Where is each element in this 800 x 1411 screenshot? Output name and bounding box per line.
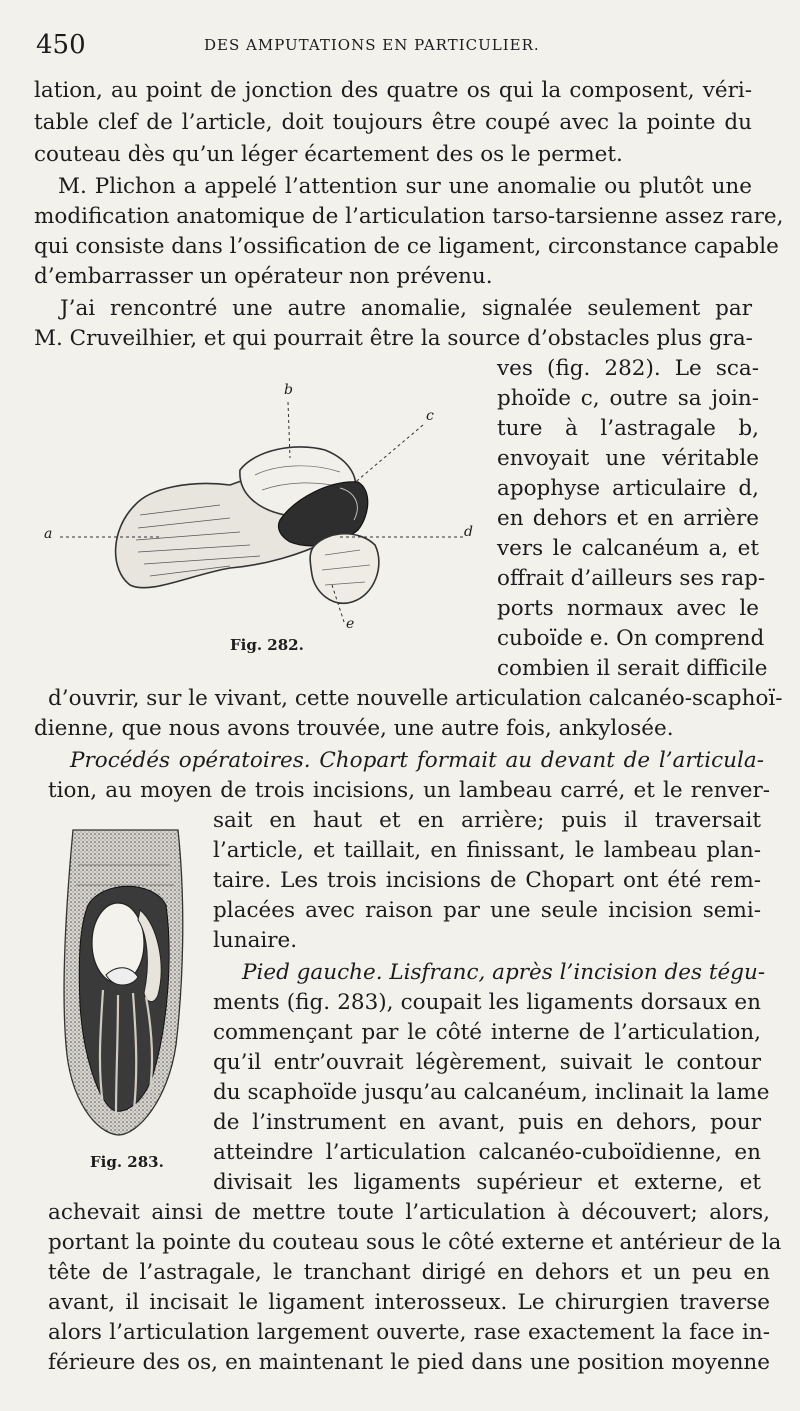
text-line: tion, au moyen de trois incisions, un lambeau carré, et le renver- bbox=[48, 778, 770, 803]
text-line: du scaphoïde jusqu’au calcanéum, inclinait la lame bbox=[213, 1080, 770, 1105]
text-line: couteau dès qu’un léger écartement des os le permet. bbox=[34, 142, 623, 167]
text-line: lation, au point de jonction des quatre os qui la composent, véri- bbox=[34, 78, 752, 103]
text-line: table clef de l’article, doit toujours être coupé avec la pointe du bbox=[34, 110, 752, 135]
text-line: ves (fig. 282). Le sca- bbox=[497, 356, 759, 381]
text-line: tête de l’astragale, le tranchant dirigé en dehors et un peu en bbox=[48, 1260, 770, 1285]
text-line: placées avec raison par une seule incision semi- bbox=[213, 898, 761, 923]
text-line: commençant par le côté interne de l’articulation, bbox=[213, 1020, 761, 1045]
text-line: sait en haut et en arrière; puis il traversait bbox=[213, 808, 761, 833]
text-line: qu’il entr’ouvrait légèrement, suivait le contour bbox=[213, 1050, 761, 1075]
figure-caption: Fig. 283. bbox=[90, 1153, 164, 1171]
text-line: alors l’articulation largement ouverte, rase exactement la face in- bbox=[48, 1320, 770, 1345]
text-line: modification anatomique de l’articulation tarso-tarsienne assez rare, bbox=[34, 204, 784, 229]
page-number: 450 bbox=[36, 30, 86, 60]
text-line: dienne, que nous avons trouvée, une autre fois, ankylosée. bbox=[34, 716, 674, 741]
text-line: taire. Les trois incisions de Chopart ont été rem- bbox=[213, 868, 761, 893]
text-line: d’embarrasser un opérateur non prévenu. bbox=[34, 264, 493, 289]
text-line: combien il serait difficile bbox=[497, 656, 768, 681]
running-head: DES AMPUTATIONS EN PARTICULIER. bbox=[204, 36, 540, 54]
text-line: en dehors et en arrière bbox=[497, 506, 759, 531]
text-line: apophyse articulaire d, bbox=[497, 476, 759, 501]
text-line bbox=[70, 746, 764, 776]
text-line: portant la pointe du couteau sous le côté externe et antérieur de la bbox=[48, 1230, 782, 1255]
figure-caption: Fig. 282. bbox=[230, 636, 304, 654]
fig-label-b: b bbox=[284, 382, 293, 398]
text-line: vers le calcanéum a, et bbox=[497, 536, 759, 561]
text-line: ments (fig. 283), coupait les ligaments dorsaux en bbox=[213, 990, 761, 1015]
text-line: l’article, et taillait, en finissant, le lambeau plan- bbox=[213, 838, 761, 863]
text-line: ture à l’astragale b, bbox=[497, 416, 759, 441]
fig-label-d: d bbox=[464, 524, 473, 540]
foot-illustration bbox=[58, 825, 208, 1145]
italic-heading: Pied gauche. Lisfranc, après l’incision des tégu- bbox=[242, 960, 766, 985]
text-line bbox=[242, 958, 766, 988]
figure-283 bbox=[58, 825, 208, 1175]
text-line: qui consiste dans l’ossification de ce ligament, circonstance capable bbox=[34, 234, 779, 259]
text-line: cuboïde e. On comprend bbox=[497, 626, 765, 651]
italic-heading: Procédés opératoires. Chopart formait au devant de l’articula- bbox=[70, 748, 764, 773]
text-line: offrait d’ailleurs ses rap- bbox=[497, 566, 766, 591]
text-line: férieure des os, en maintenant le pied dans une position moyenne bbox=[48, 1350, 770, 1375]
text-line: lunaire. bbox=[213, 928, 298, 953]
text-line: ports normaux avec le bbox=[497, 596, 759, 621]
text-line: divisait les ligaments supérieur et externe, et bbox=[213, 1170, 761, 1195]
text-line: phoïde c, outre sa join- bbox=[497, 386, 759, 411]
text-line: M. Cruveilhier, et qui pourrait être la source d’obstacles plus gra- bbox=[34, 326, 753, 351]
text-line: J’ai rencontré une autre anomalie, signalée seulement par bbox=[60, 296, 752, 321]
text-line: M. Plichon a appelé l’attention sur une anomalie ou plutôt une bbox=[58, 174, 752, 199]
fig-label-e: e bbox=[346, 616, 355, 632]
text-line: d’ouvrir, sur le vivant, cette nouvelle articulation calcanéo-scaphoï- bbox=[48, 686, 783, 711]
text-line: de l’instrument en avant, puis en dehors, pour bbox=[213, 1110, 761, 1135]
text-line: achevait ainsi de mettre toute l’articulation à découvert; alors, bbox=[48, 1200, 770, 1225]
figure-282 bbox=[40, 380, 490, 670]
text-line: avant, il incisait le ligament interosseux. Le chirurgien traverse bbox=[48, 1290, 770, 1315]
page-header bbox=[36, 30, 776, 66]
fig-label-a: a bbox=[44, 526, 53, 542]
fig-label-c: c bbox=[426, 408, 434, 424]
text-line: atteindre l’articulation calcanéo-cuboïdienne, en bbox=[213, 1140, 761, 1165]
text-line: envoyait une véritable bbox=[497, 446, 759, 471]
bone-illustration bbox=[40, 380, 490, 670]
